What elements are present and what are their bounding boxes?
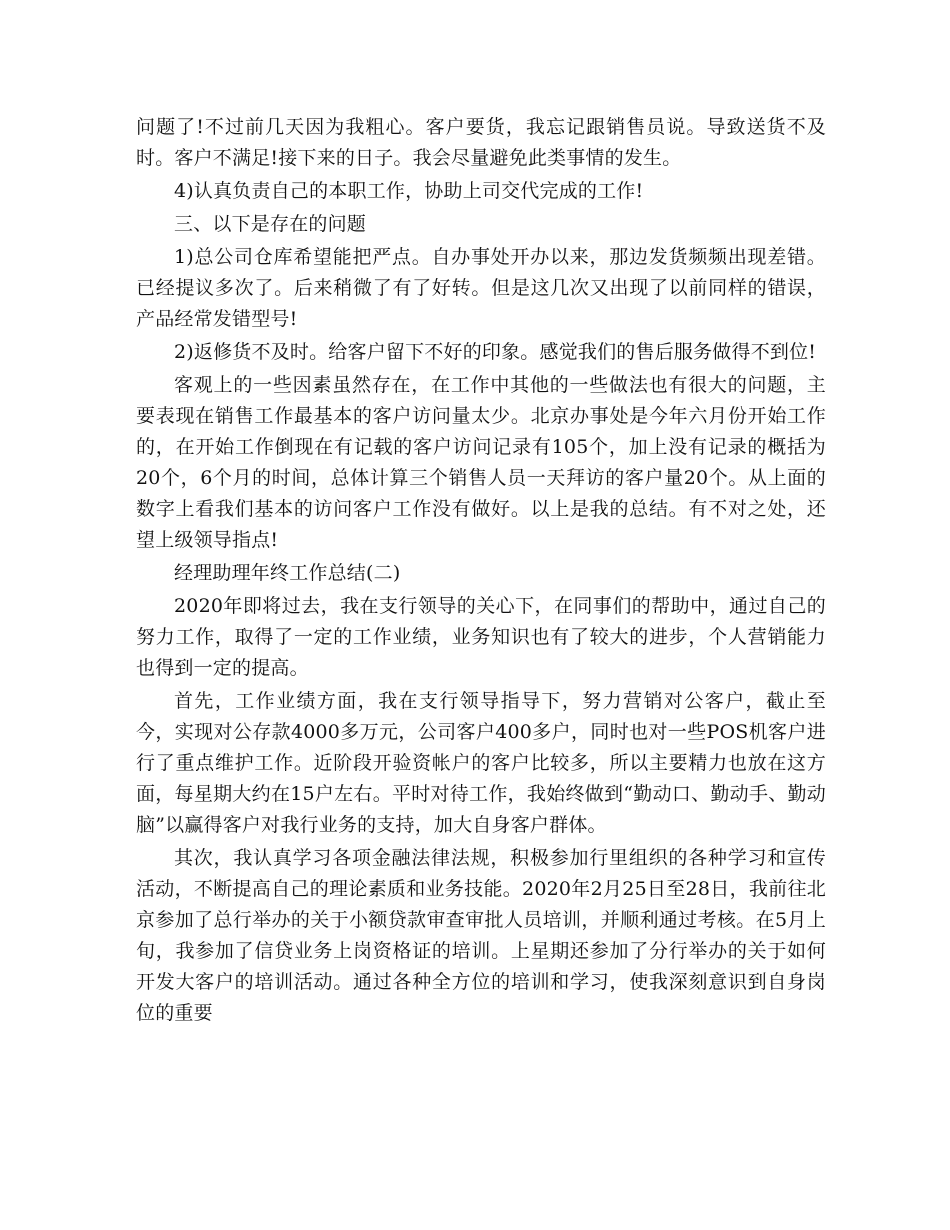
paragraph-2: 4)认真负责自己的本职工作，协助上司交代完成的工作! bbox=[174, 180, 644, 202]
paragraph-10: 其次，我认真学习各项金融法律法规，积极参加行里组织的各种学习和宣传活动，不断提高自己的理论素质和业务技能。2020年2月25日至28日，我前往北京参加了总行举办的关于小额贷款审查审批人员培训，并顺利通过考核。在5月上旬，我参加了信贷业务上岗资格证的培训。上星期还参加了分行举办的关于如何开发大客户的培训活动。通过各种全方位的培训和学习，使我深刻意识到自身岗位的重要 bbox=[136, 847, 826, 1024]
paragraph-8: 2020年即将过去，我在支行领导的关心下，在同事们的帮助中，通过自己的努力工作，取得了一定的工作业绩，业务知识也有了较大的进步，个人营销能力也得到一定的提高。 bbox=[136, 595, 826, 679]
paragraph-9: 首先，工作业绩方面，我在支行领导指导下，努力营销对公客户，截止至今，实现对公存款4000多万元，公司客户400多户，同时也对一些POS机客户进行了重点维护工作。近阶段开验资帐户的客户比较多，所以主要精力也放在这方面，每星期大约在15户左右。平时对待工作，我始终做到“勤动口、勤动手、勤动脑”以赢得客户对我行业务的支持，加大自身客户群体。 bbox=[136, 690, 826, 836]
paragraph-6: 客观上的一些因素虽然存在，在工作中其他的一些做法也有很大的问题，主要表现在销售工作最基本的客户访问量太少。北京办事处是今年六月份开始工作的，在开始工作倒现在有记载的客户访问记录有105个，加上没有记录的概括为20个，6个月的时间，总体计算三个销售人员一天拜访的客户量20个。从上面的数字上看我们基本的访问客户工作没有做好。以上是我的总结。有不对之处，还望上级领导指点! bbox=[136, 374, 826, 551]
paragraph-1: 问题了!不过前几天因为我粗心。客户要货，我忘记跟销售员说。导致送货不及时。客户不满足!接下来的日子。我会尽量避免此类事情的发生。 bbox=[136, 116, 826, 169]
paragraph-5: 2)返修货不及时。给客户留下不好的印象。感觉我们的售后服务做得不到位! bbox=[174, 341, 817, 363]
section-heading-issues: 三、以下是存在的问题 bbox=[174, 213, 367, 235]
section-heading-summary-2: 经理助理年终工作总结(二) bbox=[174, 562, 401, 584]
paragraph-4: 1)总公司仓库希望能把严点。自办事处开办以来，那边发货频频出现差错。已经提议多次了。后来稍微了有了好转。但是这几次又出现了以前同样的错误，产品经常发错型号! bbox=[136, 246, 826, 330]
document-body bbox=[136, 112, 826, 1031]
